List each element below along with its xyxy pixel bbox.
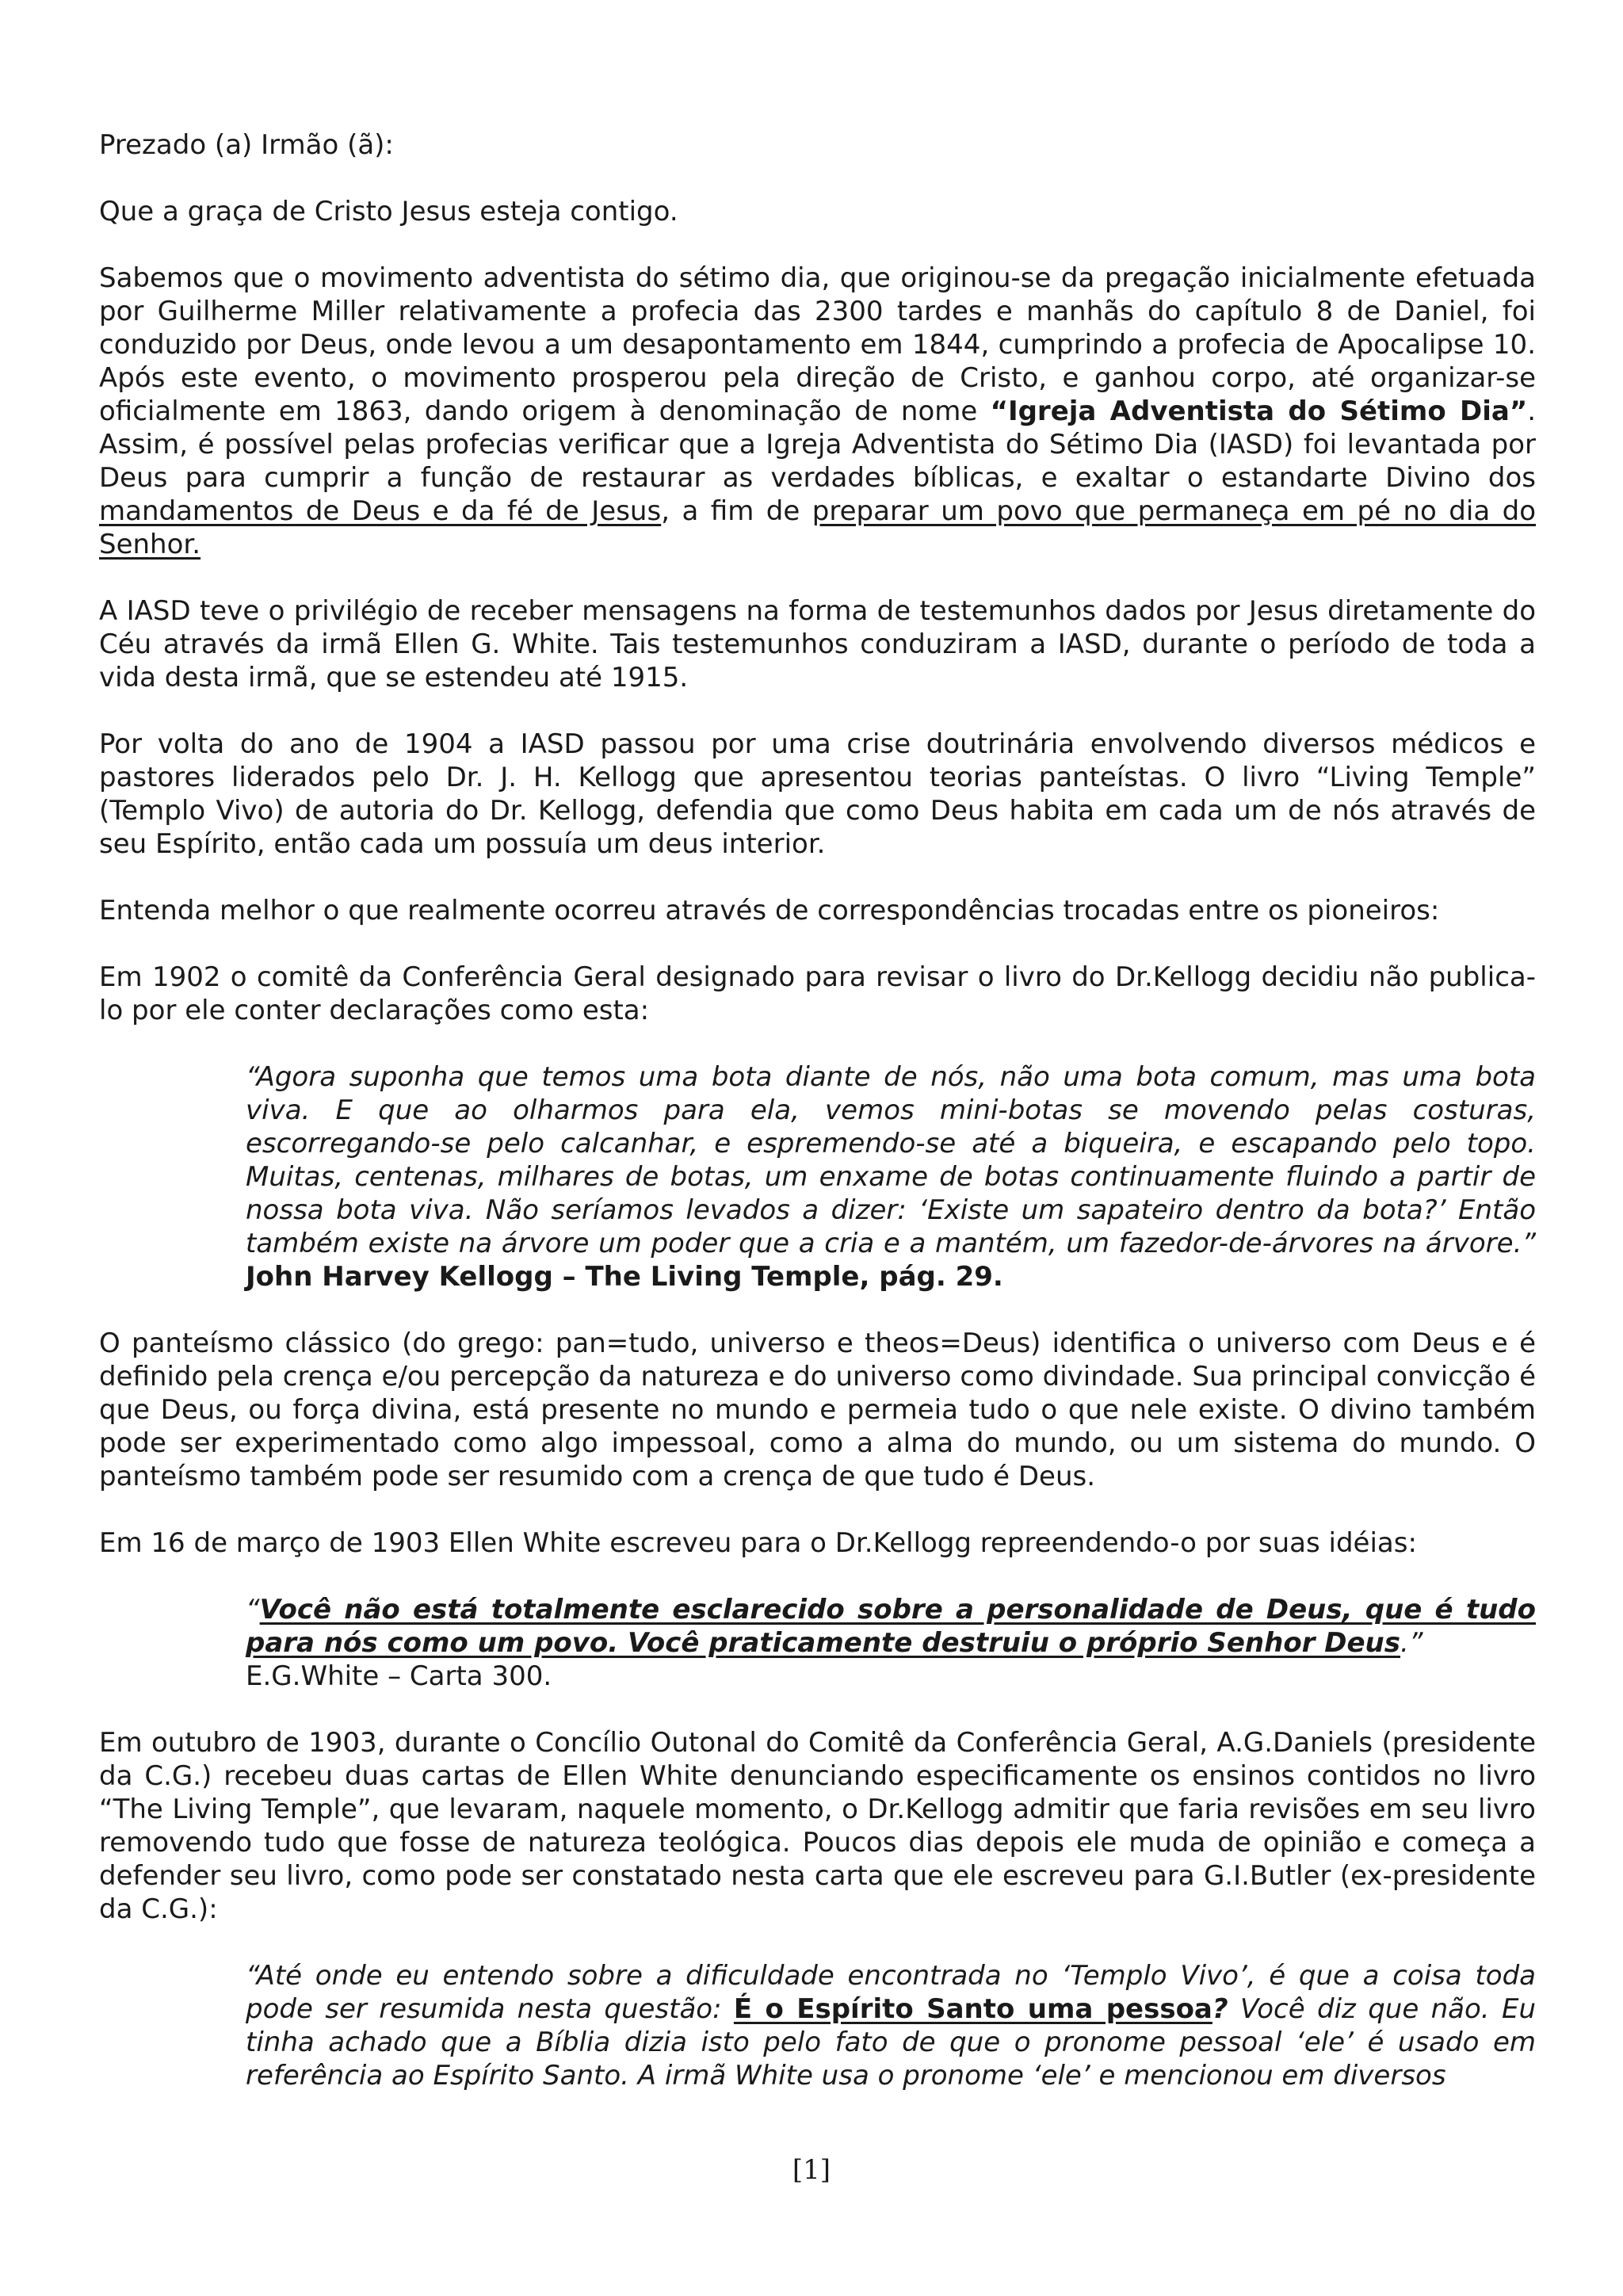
- quote-2-source: E.G.White – Carta 300.: [246, 1660, 552, 1692]
- page-number: [1]: [792, 2154, 831, 2186]
- quote-2-text: Você não está totalmente esclarecido sobre a personalidade de Deus, que é tudo para nós como um povo. Você praticamente destruiu o próprio Senhor Deus: [246, 1594, 1536, 1659]
- quote-3-text-2: Você diz que não. Eu tinha achado que a Bíblia dizia isto pelo fato de que o pronome pessoal ‘ele’ é usado em referência ao Espírito Santo. A irmã White usa o pronome ‘ele’ e mencionou em diversos: [246, 1993, 1536, 2092]
- quote-3-question-mark: ?: [1212, 1993, 1228, 2025]
- greeting: Que a graça de Cristo Jesus esteja contigo.: [99, 196, 678, 227]
- church-name-bold: “Igreja Adventista do Sétimo Dia”: [990, 395, 1528, 427]
- quote-1-source: John Harvey Kellogg – The Living Temple, pág. 29.: [246, 1261, 1003, 1293]
- paragraph-5: Em 1902 o comitê da Conferência Geral designado para revisar o livro do Dr.Kellogg decidiu não publica-lo por ele conter declarações como esta:: [99, 961, 1536, 1026]
- paragraph-6: O panteísmo clássico (do grego: pan=tudo, universo e theos=Deus) identifica o universo com Deus e é definido pela crença e/ou percepção da natureza e do universo como divindade. Sua principal convicção é que Deus, ou força divina, está presente no mundo e permeia tudo o que nele existe. O divino também pode ser experimentado como algo impessoal, como a alma do mundo, ou um sistema do mundo. O panteísmo também pode ser resumido com a crença de que tudo é Deus.: [99, 1328, 1536, 1492]
- quote-1: [246, 1060, 1536, 1293]
- paragraph-7: Em 16 de março de 1903 Ellen White escreveu para o Dr.Kellogg repreendendo-o por suas idéias:: [99, 1527, 1417, 1559]
- quote-3: [246, 1959, 1536, 2092]
- p1-text-2: . Assim, é possível pelas profecias verificar que a Igreja Adventista do Sétimo Dia (IASD) foi levantada por Deus para cumprir a função de restaurar as verdades bíblicas, e exaltar o estandarte Divino dos: [99, 395, 1536, 494]
- quote-3-question-bold: É o Espírito Santo uma pessoa: [733, 1993, 1212, 2025]
- salutation: Prezado (a) Irmão (ã):: [99, 129, 394, 161]
- paragraph-8: Em outubro de 1903, durante o Concílio Outonal do Comitê da Conferência Geral, A.G.Daniels (presidente da C.G.) recebeu duas cartas de Ellen White denunciando especificamente os ensinos contidos no livro “The Living Temple”, que levaram, naquele momento, o Dr.Kellogg admitir que faria revisões em seu livro removendo tudo que fosse de natureza teológica. Poucos dias depois ele muda de opinião e começa a defender seu livro, como pode ser constatado nesta carta que ele escreveu para G.I.Butler (ex-presidente da C.G.):: [99, 1727, 1536, 1925]
- quote-2-open: “: [246, 1594, 260, 1626]
- quote-2: [246, 1593, 1536, 1693]
- paragraph-2: A IASD teve o privilégio de receber mensagens na forma de testemunhos dados por Jesus diretamente do Céu através da irmã Ellen G. White. Tais testemunhos conduziram a IASD, durante o período de toda a vida desta irmã, que se estendeu até 1915.: [99, 595, 1536, 693]
- paragraph-1: [99, 262, 1536, 561]
- prepare-people-underlined: preparar um povo que permaneça em pé no dia do Senhor.: [99, 495, 1537, 560]
- quote-3-text-1: “Até onde eu entendo sobre a dificuldade encontrada no ‘Templo Vivo’, é que a coisa toda pode ser resumida nesta questão:: [246, 1960, 1536, 2025]
- paragraph-4: Entenda melhor o que realmente ocorreu através de correspondências trocadas entre os pioneiros:: [99, 895, 1440, 926]
- p1-text-1: Sabemos que o movimento adventista do sétimo dia, que originou-se da pregação inicialmente efetuada por Guilherme Miller relativamente a profecia das 2300 tardes e manhãs do capítulo 8 de Daniel, foi conduzido por Deus, onde levou a um desapontamento em 1844, cumprindo a profecia de Apocalipse 10. Após este evento, o movimento prosperou pela direção de Cristo, e ganhou corpo, até organizar-se oficialmente em 1863, dando origem à denominação de nome: [99, 262, 1536, 427]
- quote-2-close: .”: [1400, 1627, 1423, 1659]
- quote-1-text: “Agora suponha que temos uma bota diante de nós, não uma bota comum, mas uma bota viva. E que ao olharmos para ela, vemos mini-botas se movendo pelas costuras, escorregando-se pelo calcanhar, e espremendo-se até a biqueira, e escapando pelo topo. Muitas, centenas, milhares de botas, um enxame de botas continuamente fluindo a partir de nossa bota viva. Não seríamos levados a dizer: ‘Existe um sapateiro dentro da bota?’ Então também existe na árvore um poder que a cria e a mantém, um fazedor-de-árvores na árvore.”: [246, 1061, 1536, 1259]
- commandments-underlined: mandamentos de Deus e da fé de Jesus: [99, 495, 662, 527]
- p1-text-3: , a fim de: [661, 495, 812, 527]
- paragraph-3: Por volta do ano de 1904 a IASD passou por uma crise doutrinária envolvendo diversos médicos e pastores liderados pelo Dr. J. H. Kellogg que apresentou teorias panteístas. O livro “Living Temple” (Templo Vivo) de autoria do Dr. Kellogg, defendia que como Deus habita em cada um de nós através de seu Espírito, então cada um possuía um deus interior.: [99, 728, 1536, 860]
